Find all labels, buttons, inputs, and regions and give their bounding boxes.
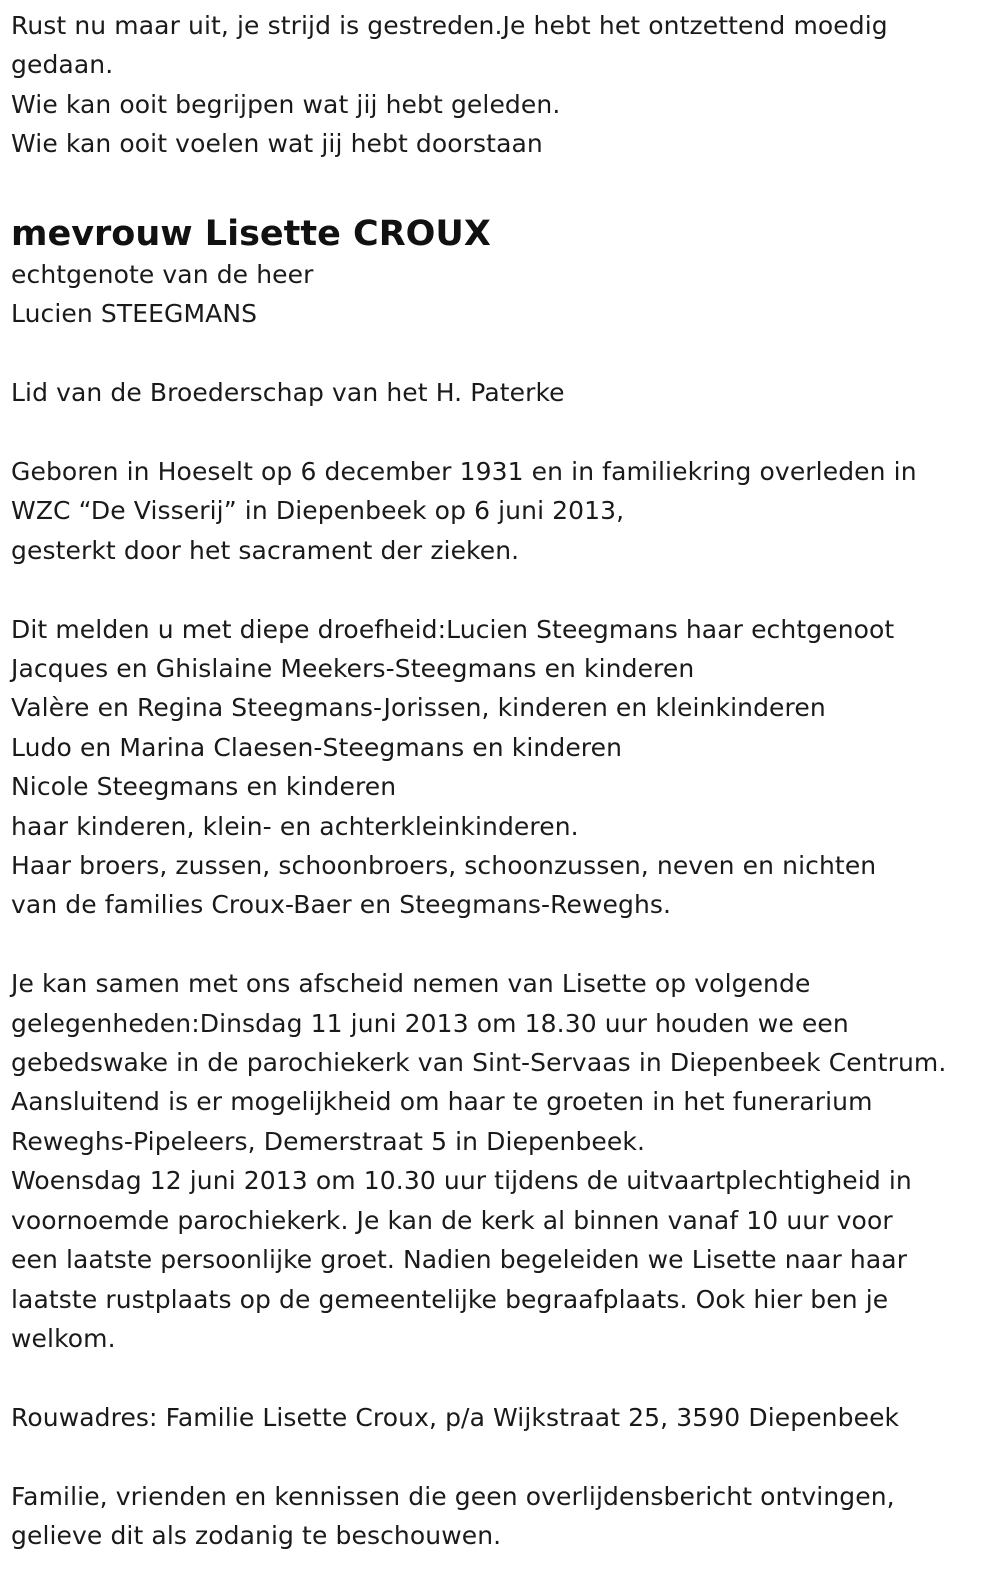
poem-line: Wie kan ooit begrijpen wat jij hebt geleden. [11,89,561,119]
family-line: Ludo en Marina Claesen-Steegmans en kinderen [11,732,623,762]
farewell-line: Woensdag 12 juni 2013 om 10.30 uur tijdens de uitvaartplechtigheid in [11,1166,912,1196]
birth-death-line: gesterkt door het sacrament der zieken. [11,535,520,565]
family-line: Dit melden u met diepe droefheid:Lucien Steegmans haar echtgenoot [11,614,895,644]
family-line: van de families Croux-Baer en Steegmans-Reweghs. [11,890,672,920]
birth-death-line: WZC “De Visserij” in Diepenbeek op 6 juni 2013, [11,496,625,526]
farewell-paragraph [11,964,988,1358]
spacer [11,1358,988,1397]
family-line: Nicole Steegmans en kinderen [11,772,397,802]
farewell-line: Aansluitend is er mogelijkheid om haar te groeten in het funerarium [11,1087,873,1117]
farewell-line: laatste rustplaats op de gemeentelijke begraafplaats. Ook hier ben je [11,1284,889,1314]
spacer [11,164,988,203]
poem-line: Rust nu maar uit, je strijd is gestreden.Je hebt het ontzettend moedig [11,11,888,40]
family-line: Jacques en Ghislaine Meekers-Steegmans en kinderen [11,654,695,684]
spacer [11,570,988,609]
farewell-line: voornoemde parochiekerk. Je kan de kerk al binnen vanaf 10 uur voor [11,1205,893,1235]
spacer [11,413,988,452]
poem [11,6,988,164]
mourning-address: Rouwadres: Familie Lisette Croux, p/a Wijkstraat 25, 3590 Diepenbeek [11,1402,900,1432]
closing-line: Familie, vrienden en kennissen die geen overlijdensbericht ontvingen, [11,1481,895,1511]
family-line: haar kinderen, klein- en achterkleinkinderen. [11,811,579,841]
spouse-name: Lucien STEEGMANS [11,299,258,329]
family-paragraph [11,610,988,925]
membership: Lid van de Broederschap van het H. Paterke [11,378,565,408]
family-line: Valère en Regina Steegmans-Jorissen, kinderen en kleinkinderen [11,693,826,723]
spacer [11,925,988,964]
farewell-line: gebedswake in de parochiekerk van Sint-Servaas in Diepenbeek Centrum. [11,1048,947,1078]
birth-death-paragraph [11,452,988,570]
farewell-line: Je kan samen met ons afscheid nemen van Lisette op volgende [11,969,811,999]
farewell-line: een laatste persoonlijke groet. Nadien begeleiden we Lisette naar haar [11,1245,908,1275]
birth-death-line: Geboren in Hoeselt op 6 december 1931 en in familiekring overleden in [11,457,917,487]
farewell-line: welkom. [11,1323,116,1353]
spacer [11,334,988,373]
closing-paragraph [11,1477,988,1556]
farewell-line: Reweghs-Pipeleers, Demerstraat 5 in Diepenbeek. [11,1126,645,1156]
poem-line: Wie kan ooit voelen wat jij hebt doorstaan [11,129,543,159]
closing-line: gelieve dit als zodanig te beschouwen. [11,1520,502,1550]
spacer [11,1437,988,1476]
spouse-line: echtgenote van de heer [11,260,314,290]
family-line: Haar broers, zussen, schoonbroers, schoonzussen, neven en nichten [11,851,877,881]
poem-line: gedaan. [11,50,114,80]
deceased-name: mevrouw Lisette CROUX [11,214,491,255]
farewell-line: gelegenheden:Dinsdag 11 juni 2013 om 18.30 uur houden we een [11,1008,849,1038]
